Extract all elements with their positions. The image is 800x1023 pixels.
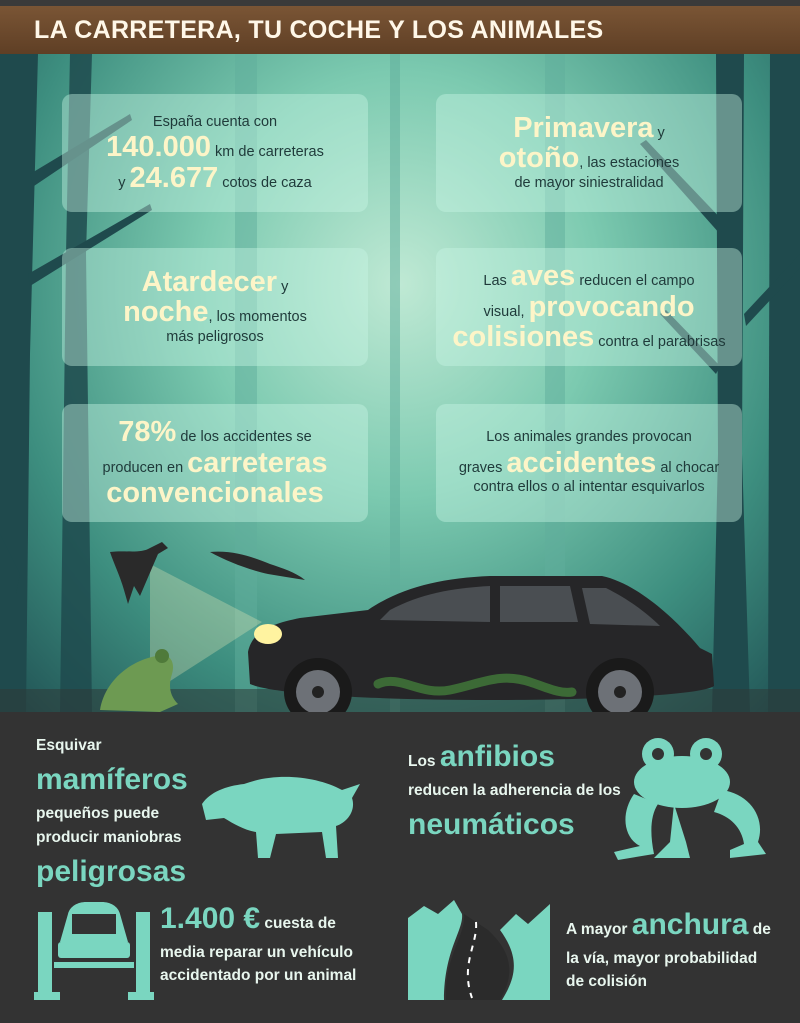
card-conventional-word: convencionales [106, 477, 324, 510]
fact-amphibians [408, 734, 628, 847]
fact-mammals-danger: peligrosas [36, 854, 187, 888]
card-birds-colisiones: colisiones [452, 321, 595, 354]
card-conventional-percent: 78% [118, 416, 177, 449]
card-conventional-text2: producen en [102, 459, 184, 476]
forest-scene [0, 54, 800, 712]
card-roads-y: y [118, 174, 126, 191]
card-conventional-text1: de los accidentes se [180, 429, 312, 446]
card-times-night: noche [123, 296, 209, 329]
card-birds-text3: contra el parabrisas [598, 334, 726, 351]
fact-cost-text1: cuesta de [264, 915, 336, 932]
headlight [254, 624, 282, 644]
card-birds-provocando: provocando [528, 290, 695, 323]
fact-cost [160, 896, 390, 988]
fact-mammals-pre: Esquivar [36, 737, 102, 754]
card-birds-pre: Las [483, 273, 507, 290]
fact-width-text4: de colisión [566, 973, 647, 991]
card-large-animals [436, 404, 742, 522]
card-roads-cotos-number: 24.677 [129, 161, 219, 194]
card-large-text4: contra ellos o al intentar esquivarlos [473, 479, 705, 496]
card-birds-text2: visual, [483, 303, 525, 320]
card-seasons-spring: Primavera [513, 111, 654, 144]
card-seasons [436, 94, 742, 212]
card-birds [436, 248, 742, 366]
fact-mammals-text2: producir maniobras [36, 828, 182, 846]
card-seasons-y: y [657, 124, 665, 141]
card-roads-km-text: km de carreteras [215, 144, 324, 161]
fact-width-text3: la vía, mayor probabilidad [566, 950, 758, 967]
fact-width-word: anchura [631, 908, 749, 941]
card-roads-line1: España cuenta con [152, 113, 278, 130]
fact-amphibians-pre: Los [408, 753, 436, 770]
card-roads [62, 94, 368, 212]
car-lift-icon [34, 892, 154, 1002]
card-times [62, 248, 368, 366]
card-times-text1: , los momentos [208, 309, 307, 326]
card-large-text3: al chocar [660, 459, 720, 476]
fact-amphibians-word: anfibios [439, 740, 555, 773]
card-times-y: y [281, 278, 289, 295]
card-large-accidents: accidentes [506, 446, 657, 479]
fact-cost-text3: accidentado por un animal [160, 967, 357, 985]
frog-silhouette-icon [610, 734, 770, 864]
card-roads-km-number: 140.000 [106, 131, 211, 164]
card-seasons-text1: , las estaciones [579, 155, 680, 172]
card-birds-aves: aves [510, 260, 576, 293]
frog-icon [100, 649, 178, 712]
card-times-dusk: Atardecer [141, 265, 278, 298]
fact-width [566, 902, 786, 994]
scene-illustration [0, 524, 800, 712]
fact-amphibians-tyres: neumáticos [408, 808, 575, 842]
fact-cost-number: 1.400 € [160, 902, 261, 935]
card-conventional-roads: carreteras [187, 446, 328, 479]
fact-amphibians-text1: reducen la adherencia de los [408, 782, 621, 799]
road-icon [404, 890, 554, 1002]
fact-mammals-word: mamíferos [36, 763, 188, 797]
bottom-panel [0, 712, 800, 1023]
fact-width-text2: de [752, 921, 771, 938]
car-icon [248, 576, 714, 712]
boar-icon [196, 762, 366, 862]
card-large-text2: graves [458, 459, 503, 476]
card-large-text1: Los animales grandes provocan [486, 429, 692, 446]
card-seasons-text2: de mayor siniestralidad [514, 174, 664, 191]
page-title: LA CARRETERA, TU COCHE Y LOS ANIMALES [0, 6, 800, 54]
card-times-text2: más peligrosos [166, 328, 264, 345]
card-seasons-autumn: otoño [498, 142, 580, 175]
fact-cost-text2: media reparar un vehículo [160, 944, 353, 961]
fact-mammals-text1: pequeños puede [36, 805, 160, 823]
fact-width-text1: A mayor [566, 921, 628, 938]
card-birds-text1: reducen el campo [579, 273, 695, 290]
card-roads-cotos-text: cotos de caza [222, 174, 312, 191]
card-conventional [62, 404, 368, 522]
bird-icon [210, 552, 305, 580]
